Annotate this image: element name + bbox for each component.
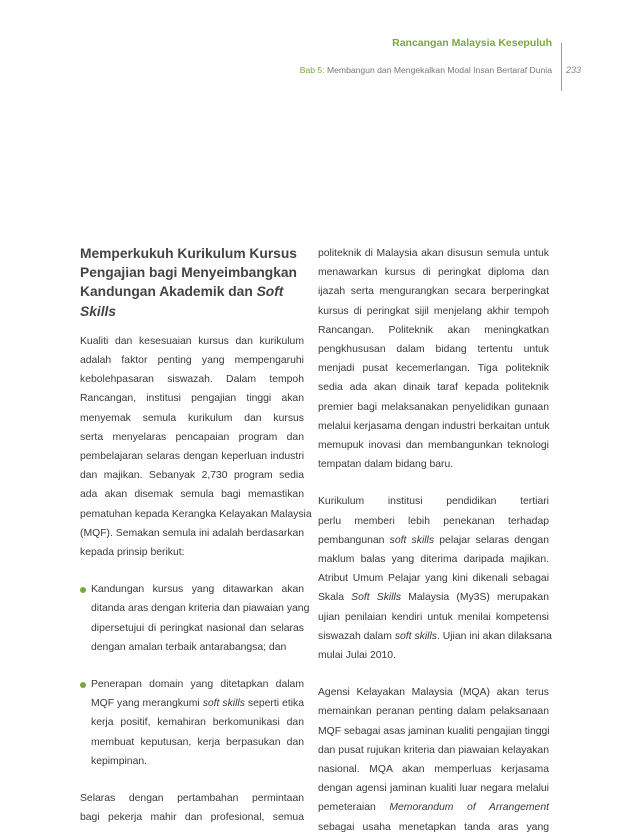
text-line: membuat keputusan, kerja berpasukan dan xyxy=(91,736,304,748)
text-line: Atribut Umum Pelajar yang kini dikenali sebagai xyxy=(318,573,549,585)
text-span: seperti etika xyxy=(244,698,304,710)
header-chapter-title: Membangun dan Mengekalkan Modal Insan Bertaraf Dunia xyxy=(324,65,552,75)
text-span: pelajar selaras dengan xyxy=(434,534,549,546)
text-line: mulai Julai 2010. xyxy=(318,650,396,662)
text-line: memainkan peranan penting dalam pelaksanaan xyxy=(318,706,549,718)
header-divider xyxy=(561,43,562,91)
text-line: Agensi Kelayakan Malaysia (MQA) akan terus xyxy=(318,687,549,699)
text-line: Rancangan, institusi pengajian tinggi akan xyxy=(80,393,304,405)
text-line: premier bagi melaksanakan penyelidikan gunaan xyxy=(318,401,549,413)
text-line: MQF sebagai asas jaminan kualiti pengajian tinggi xyxy=(318,725,550,737)
text-line: ujian penilaian kendiri untuk menilai kompetensi xyxy=(318,611,549,623)
text-span-italic: soft skills xyxy=(202,698,245,710)
text-line: melalui kerjasama dengan industri berkaitan untuk xyxy=(318,420,550,432)
header-title: Rancangan Malaysia Kesepuluh xyxy=(392,37,552,49)
heading-line-2: Pengajian bagi Menyeimbangkan xyxy=(80,265,297,281)
text-line: dengan amalan terbaik antarabangsa; dan xyxy=(91,641,287,653)
text-line xyxy=(318,588,549,607)
text-span: MQF yang merangkumi xyxy=(91,698,203,710)
header-chapter xyxy=(300,65,552,75)
text-line: Kandungan kursus yang ditawarkan akan xyxy=(91,584,304,596)
text-line: kepimpinan. xyxy=(91,755,148,767)
section-heading xyxy=(80,244,304,321)
header-bab: Bab 5: xyxy=(299,65,325,75)
text-span: Malaysia (My3S) merupakan xyxy=(401,592,549,604)
text-line xyxy=(318,798,549,817)
text-line: dipersetujui di peringkat nasional dan selaras xyxy=(91,622,304,634)
text-line xyxy=(91,694,304,713)
paragraph-intro xyxy=(80,332,312,562)
paragraph-politeknik xyxy=(318,244,549,474)
text-line: nasional. MQA akan memperluas kerjasama xyxy=(318,764,549,776)
text-span-italic: soft skills xyxy=(389,534,435,546)
text-line: maklum balas yang diterima daripada majikan. xyxy=(318,554,549,566)
text-line: kerja positif, kemahiran berkomunikasi dan xyxy=(91,717,304,729)
text-span-italic: Memorandum of Arrangement xyxy=(389,802,549,814)
text-line: menjadi pusat kecemerlangan. Tiga politeknik xyxy=(318,363,549,375)
text-span-italic: Soft Skills xyxy=(351,592,402,604)
text-line: memupuk inovasi dan membangunkan teknologi xyxy=(318,440,549,452)
bullet-dot-icon xyxy=(80,587,86,593)
text-span: pembangunan xyxy=(318,534,390,546)
heading-line-3: Kandungan Akademik dan xyxy=(80,284,257,300)
text-line: dan pusat rujukan kriteria dan piawaian kelayakan xyxy=(318,744,549,756)
text-line: menyemak semula kurikulum dan kursus xyxy=(80,412,304,424)
text-line: menawarkan kursus di peringkat diploma dan xyxy=(318,267,549,279)
text-line: politeknik di Malaysia akan disusun semula untuk xyxy=(318,248,549,259)
text-line: sedia ada akan dinaik taraf kepada politeknik xyxy=(318,382,549,394)
text-line xyxy=(318,627,552,646)
page-header xyxy=(0,0,638,90)
bullet-item xyxy=(80,580,310,657)
text-line: perlu memberi lebih penekanan terhadap xyxy=(318,515,549,527)
page-number: 233 xyxy=(566,65,582,75)
text-span: pemeteraian xyxy=(318,802,390,814)
text-line: Selaras dengan pertambahan permintaan xyxy=(80,793,304,805)
text-line: kebolehpasaran siswazah. Dalam tempoh xyxy=(80,374,304,386)
text-line: adalah faktor penting yang mempengaruhi xyxy=(80,355,304,367)
text-line: Kualiti dan kesesuaian kursus dan kurikulum xyxy=(80,335,304,347)
text-line: kepada prinsip berikut: xyxy=(80,547,185,559)
text-line: pematuhan kepada Kerangka Kelayakan Malaysia xyxy=(80,508,312,520)
text-line: ijazah serta mengurangkan secara berperingkat xyxy=(318,286,549,298)
left-column xyxy=(80,244,312,827)
text-line: Penerapan domain yang ditetapkan dalam xyxy=(91,679,304,691)
text-line: pengkhususan dalam bidang tertentu untuk xyxy=(318,344,549,356)
paragraph-kurikulum xyxy=(318,492,552,665)
paragraph-mqa xyxy=(318,683,549,837)
text-line: Kurikulum institusi pendidikan tertiari xyxy=(318,496,549,508)
text-line: ditanda aras dengan kriteria dan piawaian yang xyxy=(91,603,310,615)
heading-skills: Skills xyxy=(80,303,117,319)
text-line: Rancangan. Politeknik akan meningkatkan xyxy=(318,324,549,336)
text-line: serta menyelaras pencapaian program dan xyxy=(80,431,304,443)
text-line: (MQF). Semakan semula ini adalah berdasarkan xyxy=(80,527,305,539)
heading-line-1: Memperkukuh Kurikulum Kursus xyxy=(80,246,297,261)
text-line: kursus di peringkat sijil menjelang akhir tempoh xyxy=(318,305,549,317)
text-line: dengan agensi jaminan kualiti luar negara melalui xyxy=(318,783,549,795)
bullet-dot-icon xyxy=(80,682,86,688)
bullet-item xyxy=(80,675,304,771)
text-line xyxy=(318,531,549,550)
text-line: bagi pekerja mahir dan profesional, semua xyxy=(80,812,304,824)
text-line: tempatan dalam bidang baru. xyxy=(318,459,454,471)
text-line: sebagai usaha menetapkan tanda aras yang xyxy=(318,821,549,833)
text-span: siswazah dalam xyxy=(318,630,395,642)
heading-soft: Soft xyxy=(256,284,284,300)
text-span: Skala xyxy=(318,592,352,604)
text-line: ada akan disemak semula bagi memastikan xyxy=(80,489,304,501)
text-span-italic: soft skills xyxy=(394,630,437,642)
text-span: . Ujian ini akan dilaksana xyxy=(436,630,552,642)
text-line: pembelajaran selaras dengan keperluan industri xyxy=(80,451,304,463)
text-line: dan majikan. Sebanyak 2,730 program sedia xyxy=(80,470,304,482)
right-column xyxy=(318,244,552,837)
